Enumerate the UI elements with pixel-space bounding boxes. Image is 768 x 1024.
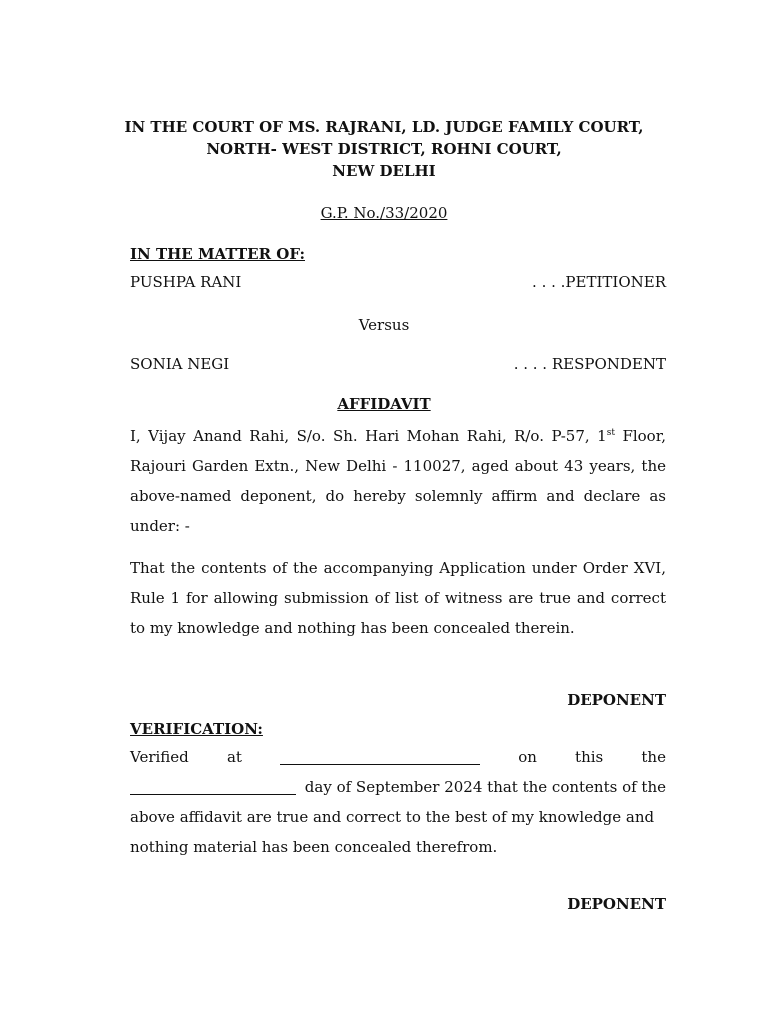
verification-heading: VERIFICATION:: [130, 720, 263, 738]
word-this: this: [575, 748, 604, 766]
deponent-label-2: DEPONENT: [567, 895, 666, 913]
intro-text-part-2: Floor, Rajouri Garden Extn., New Delhi - 110027, aged about 43 years, the above-named deponent, do hereby solemnly affirm and declare as under: -: [130, 427, 667, 535]
word-on: on: [518, 748, 537, 766]
court-heading-line-1: IN THE COURT OF MS. RAJRANI, LD. JUDGE FAMILY COURT,: [124, 118, 644, 136]
deponent-introduction: [130, 421, 666, 541]
respondent-role: . . . . RESPONDENT: [513, 355, 666, 373]
verification-line-4: [130, 832, 666, 862]
petitioner-name: PUSHPA RANI: [130, 273, 242, 291]
respondent-name: SONIA NEGI: [130, 355, 230, 373]
case-number: G.P. No./33/2020: [320, 204, 448, 222]
verification-line-1: [130, 742, 666, 772]
word-verified: Verified: [130, 748, 189, 766]
verification-line-3-text: above affidavit are true and correct to the best of my knowledge and: [130, 808, 655, 826]
intro-text-part-1: I, Vijay Anand Rahi, S/o. Sh. Hari Mohan Rahi, R/o. P-57, 1: [130, 427, 607, 445]
court-heading-line-2: NORTH- WEST DISTRICT, ROHNI COURT,: [206, 140, 562, 158]
verification-line-4-text: nothing material has been concealed therefrom.: [130, 838, 498, 856]
verification-line-3: [130, 802, 666, 832]
intro-superscript: st: [606, 428, 615, 438]
affidavit-title: AFFIDAVIT: [337, 395, 431, 413]
word-the: the: [641, 748, 666, 766]
verification-line-2-text: day of September 2024 that the contents of the: [304, 778, 666, 796]
matter-heading: IN THE MATTER OF:: [130, 245, 305, 263]
day-blank: [130, 780, 296, 795]
place-blank: [280, 750, 480, 765]
verification-block: [130, 742, 666, 862]
deponent-label-1: DEPONENT: [567, 691, 666, 709]
word-at: at: [226, 748, 242, 766]
court-heading-line-3: NEW DELHI: [332, 162, 436, 180]
versus-text: Versus: [358, 316, 410, 334]
verification-line-2: [130, 772, 666, 802]
declaration-paragraph: That the contents of the accompanying Application under Order XVI, Rule 1 for allowing submission of list of witness are true and correct to my knowledge and nothing has been concealed therein.: [130, 559, 666, 637]
petitioner-role: . . . .PETITIONER: [532, 273, 666, 291]
